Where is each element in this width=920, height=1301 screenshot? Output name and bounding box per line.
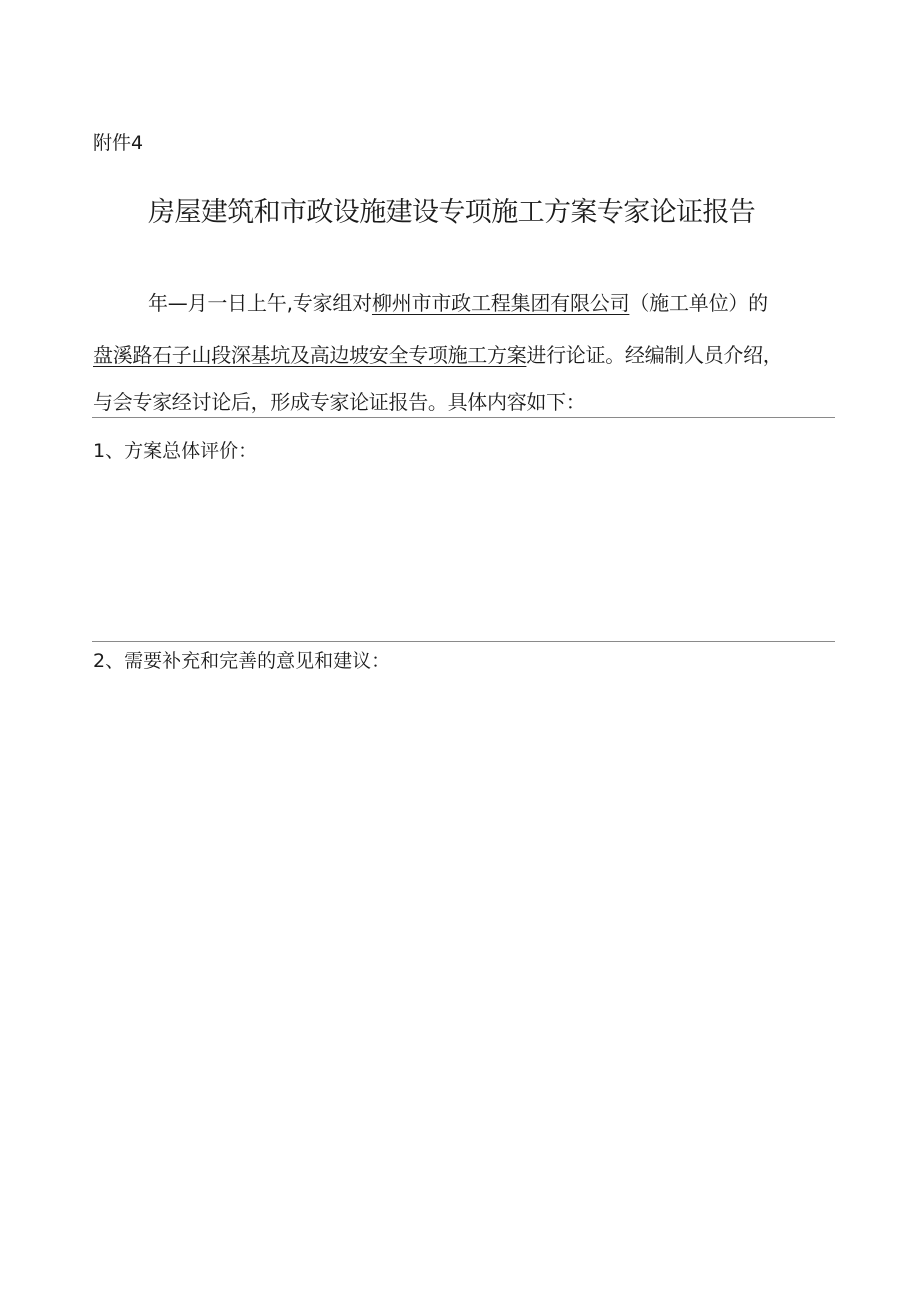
intro-review-text: 进行论证。经编制人员介绍， bbox=[526, 343, 783, 367]
intro-line-3: 与会专家经讨论后，形成专家论证报告。具体内容如下： bbox=[93, 390, 586, 414]
document-title: 房屋建筑和市政设施建设专项施工方案专家论证报告 bbox=[148, 197, 756, 228]
intro-date-text: 年—月一日上午,专家组对 bbox=[148, 291, 372, 315]
section-1-body bbox=[93, 470, 835, 630]
intro-unit-text: （施工单位）的 bbox=[629, 291, 768, 315]
intro-line-1 bbox=[148, 289, 768, 317]
section-divider bbox=[92, 641, 835, 642]
section-1-heading: 1、方案总体评价： bbox=[93, 440, 258, 462]
intro-line-2 bbox=[93, 341, 783, 369]
company-name: 柳州市市政工程集团有限公司 bbox=[371, 291, 630, 315]
attachment-label: 附件4 bbox=[93, 132, 144, 154]
project-name: 盘溪路石子山段深基坑及高边坡安全专项施工方案 bbox=[93, 343, 527, 367]
section-2-body bbox=[93, 682, 835, 1242]
section-divider bbox=[92, 417, 835, 418]
section-2-heading: 2、需要补充和完善的意见和建议： bbox=[93, 650, 391, 672]
